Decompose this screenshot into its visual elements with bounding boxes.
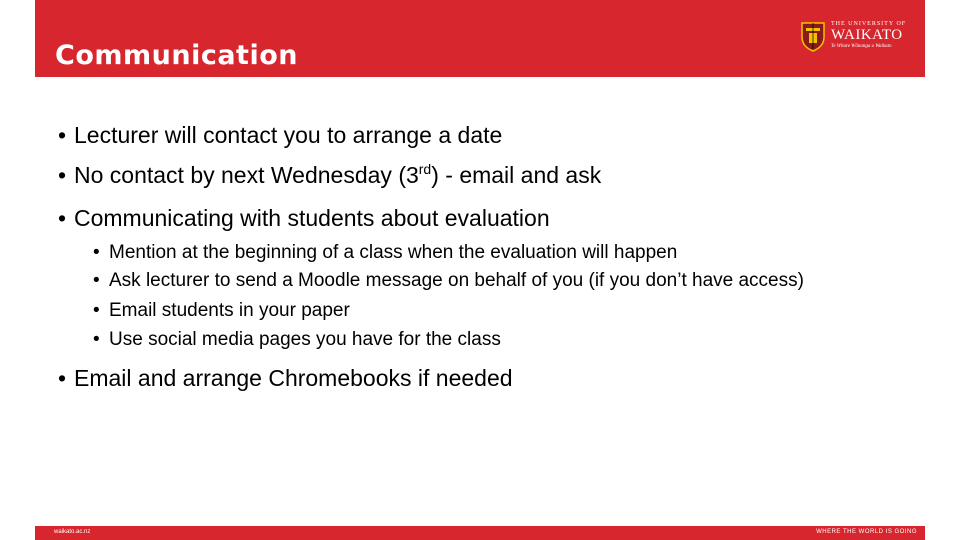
footer-bar <box>35 526 925 540</box>
bullet-item <box>58 198 918 238</box>
slide-title: Communication <box>55 40 298 71</box>
sub-bullet-text: Mention at the beginning of a class when the evaluation will happen <box>109 242 678 263</box>
sub-bullet-item <box>58 238 918 267</box>
bullet-text-post: ) - email and ask <box>431 162 602 188</box>
sub-bullet-text: Use social media pages you have for the class <box>109 329 501 350</box>
footer-tagline: WHERE THE WORLD IS GOING <box>816 529 917 535</box>
logo-line-2: WAIKATO <box>831 27 903 43</box>
bullet-text: Lecturer will contact you to arrange a date <box>74 122 503 148</box>
bullet-dot-icon: • <box>58 205 67 231</box>
bullet-item <box>58 155 918 198</box>
bullet-dot-icon: • <box>93 329 100 350</box>
slide-content <box>58 115 918 398</box>
bullet-dot-icon: • <box>58 365 67 391</box>
footer-url: waikato.ac.nz <box>54 529 91 535</box>
bullet-dot-icon: • <box>58 122 67 148</box>
logo-text <box>831 20 906 51</box>
bullet-dot-icon: • <box>93 270 100 291</box>
header-bar <box>35 0 925 77</box>
bullet-text: Communicating with students about evaluation <box>74 205 550 231</box>
sub-bullet-item <box>58 325 918 354</box>
bullet-dot-icon: • <box>58 162 67 188</box>
bullet-dot-icon: • <box>93 300 100 321</box>
bullet-superscript: rd <box>418 161 432 177</box>
bullet-item <box>58 358 918 398</box>
bullet-text: Email and arrange Chromebooks if needed <box>74 365 513 391</box>
university-logo <box>800 18 912 58</box>
crest-icon <box>800 20 826 52</box>
bullet-dot-icon: • <box>93 242 100 263</box>
bullet-item <box>58 115 918 155</box>
logo-line-1: THE UNIVERSITY OF <box>831 21 907 27</box>
bullet-text-pre: No contact by next Wednesday (3 <box>74 162 419 188</box>
sub-bullet-text: Ask lecturer to send a Moodle message on behalf of you (if you don’t have access) <box>109 270 804 291</box>
sub-bullet-item <box>58 296 918 325</box>
sub-bullet-text: Email students in your paper <box>109 300 350 321</box>
sub-bullet-item <box>58 267 918 296</box>
logo-line-3: Te Whare Wānanga o Waikato <box>831 44 892 49</box>
sub-bullet-list <box>58 238 918 354</box>
